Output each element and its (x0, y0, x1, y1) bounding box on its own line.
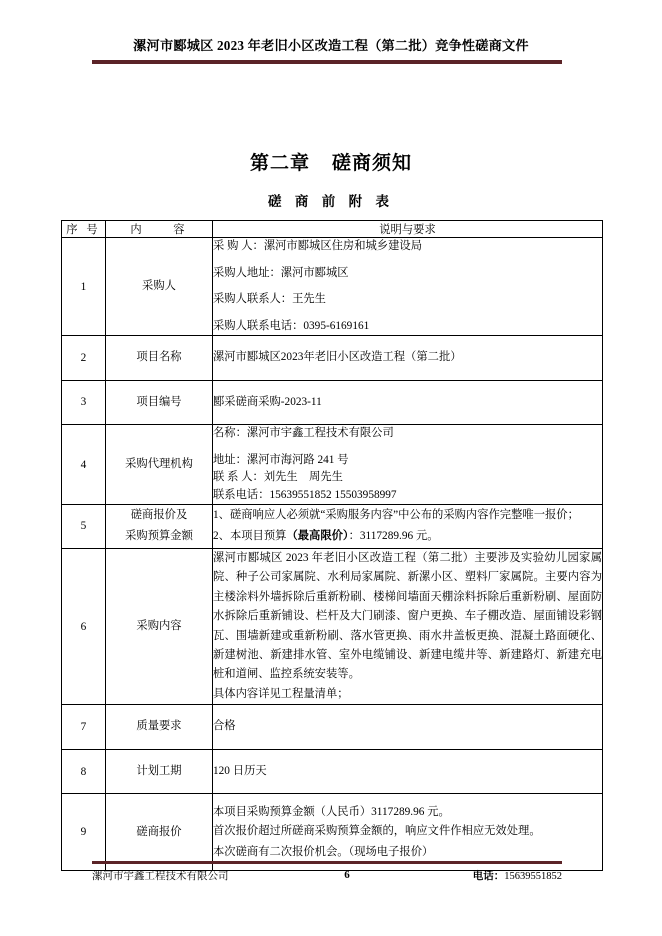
row-item-label: 磋商报价 (106, 794, 213, 871)
row-item-label-line: 磋商报价及 (130, 509, 188, 521)
desc-line: 本次磋商有二次报价机会。（现场电子报价） (213, 845, 434, 858)
row-item-label: 项目名称 (106, 336, 213, 381)
chapter-title-number: 第二章 (249, 153, 310, 174)
row-no: 6 (62, 548, 106, 704)
table-row (62, 794, 603, 871)
desc-line: 联系电话：15639551852 15503958997 (213, 488, 397, 501)
desc-line: 采购人联系电话：0395-6169161 (213, 319, 370, 332)
row-no: 4 (62, 425, 106, 505)
table-row (62, 380, 603, 425)
table-row (62, 548, 603, 704)
desc-line: 1、磋商响应人必须就“采购服务内容”中公布的采购内容作完整唯一报价； (213, 508, 579, 521)
row-no: 8 (62, 749, 106, 794)
row-item-label-line: 采购预算金额 (125, 530, 193, 543)
desc-line: 郾采磋商采购-2023-11 (213, 395, 322, 408)
row-description (213, 705, 603, 750)
row-description (213, 505, 603, 549)
header-rule (92, 60, 562, 64)
footer-phone-label: 电话： (472, 870, 505, 882)
footer-phone-value: 15639551852 (504, 870, 562, 882)
desc-line: 名称：漯河市宇鑫工程技术有限公司 (213, 427, 394, 439)
page-header (0, 38, 662, 55)
chapter-title-text: 磋商须知 (332, 153, 413, 174)
row-no: 5 (62, 505, 106, 549)
table-row (62, 425, 603, 505)
desc-line: 本项目采购预算金额（人民币）3117289.96 元。 (213, 806, 450, 819)
row-item-label: 质量要求 (106, 705, 213, 750)
section-subtitle: 磋 商 前 附 表 (268, 194, 394, 209)
footer-company: 漯河市宇鑫工程技术有限公司 (92, 870, 229, 882)
footer-phone (402, 868, 562, 883)
row-item-label: 采购内容 (106, 548, 213, 704)
column-header-content: 内 容 (106, 221, 213, 238)
desc-line: 漯河市郾城区 2023 年老旧小区改造工程（第二批）主要涉及实验幼儿园家属院、种子公司家属院、水利局家属院、新漯小区、塑料厂家属院。主要内容为主楼涂料外墙拆除后重新粉刷、楼梯间墙面天棚涂料拆除后重新粉刷、屋面防水拆除后重新铺设、栏杆及大门刷漆、窗户更换、车子棚改造、屋面铺设彩钢瓦、围墙新建或重新粉刷、落水管更换、雨水井盖板更换、混凝土路面硬化、新建树池、新建排水管、室外电缆铺设、新建电缆井等、新建路灯、新建充电桩和道闸、监控系统安装等。 (213, 551, 602, 681)
row-description (213, 238, 603, 336)
row-item-label: 采购人 (106, 238, 213, 336)
column-header-no: 序 号 (62, 221, 106, 238)
desc-line: 漯河市郾城区2023年老旧小区改造工程（第二批） (213, 351, 462, 363)
row-description (213, 548, 603, 704)
chapter-title (0, 148, 662, 175)
table-row (62, 705, 603, 750)
desc-line: 地址：漯河市海河路 241 号 (213, 453, 349, 466)
page-footer (92, 866, 562, 884)
row-item-label: 项目编号 (106, 380, 213, 425)
row-description (213, 794, 603, 871)
desc-line: 120 日历天 (213, 764, 267, 777)
row-no: 7 (62, 705, 106, 750)
row-no: 1 (62, 238, 106, 336)
table-header-row (62, 221, 603, 238)
column-header-description: 说明与要求 (213, 221, 603, 238)
desc-line: 采购人联系人：王先生 (213, 293, 326, 305)
desc-line: 合格 (213, 720, 236, 733)
table-row (62, 336, 603, 381)
desc-line: 首次报价超过所磋商采购预算金额的，响应文件作相应无效处理。 (213, 824, 541, 837)
row-description (213, 425, 603, 505)
procurement-summary-table (61, 220, 603, 871)
row-description (213, 380, 603, 425)
row-item-label: 采购代理机构 (106, 425, 213, 505)
desc-line: 采 购 人：漯河市郾城区住房和城乡建设局 (213, 240, 422, 252)
row-description (213, 336, 603, 381)
row-item-label: 计划工期 (106, 749, 213, 794)
table-row (62, 238, 603, 336)
row-item-label (106, 505, 213, 549)
desc-line: 采购人地址：漯河市郾城区 (213, 266, 349, 279)
desc-line: 联 系 人：刘先生 周先生 (213, 471, 343, 483)
table-row (62, 749, 603, 794)
header-title: 漯河市郾城区 2023 年老旧小区改造工程（第二批）竞争性磋商文件 (133, 38, 529, 53)
row-description (213, 749, 603, 794)
row-no: 3 (62, 380, 106, 425)
desc-line: 具体内容详见工程量清单； (213, 687, 349, 700)
row-no: 9 (62, 794, 106, 871)
desc-line: 2、本项目预算（最高限价）：3117289.96 元。 (213, 530, 439, 543)
row-no: 2 (62, 336, 106, 381)
footer-rule (92, 861, 562, 864)
footer-page-number: 6 (344, 869, 350, 881)
table-row (62, 505, 603, 549)
